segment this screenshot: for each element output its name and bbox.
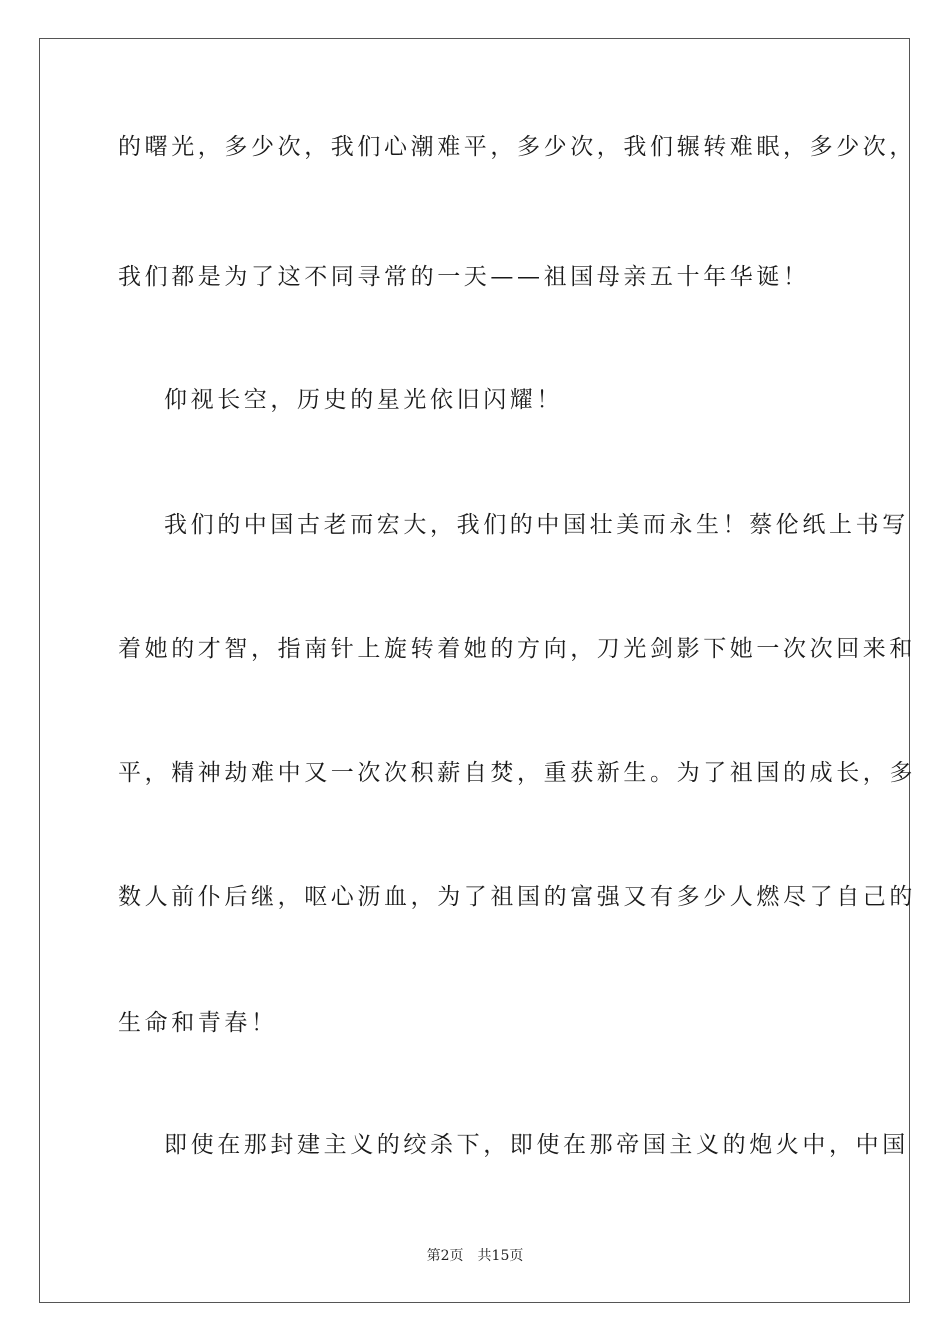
paragraph-first-line: 我们的中国古老而宏大，我们的中国壮美而永生！蔡伦纸上书写: [164, 512, 909, 538]
page-border: [39, 38, 916, 1303]
paragraph-first-line: 即使在那封建主义的绞杀下，即使在那帝国主义的炮火中，中国: [164, 1132, 909, 1158]
text-line: 数人前仆后继，呕心沥血，为了祖国的富强又有多少人燃尽了自己的: [118, 884, 916, 910]
text-line: 着她的才智，指南针上旋转着她的方向，刀光剑影下她一次次回来和: [118, 636, 916, 662]
page-number: 第2页: [426, 1248, 464, 1264]
text-line: 我们都是为了这不同寻常的一天——祖国母亲五十年华诞！: [118, 264, 810, 290]
page-footer: [0, 1246, 950, 1266]
text-line: 生命和青春！: [118, 1010, 278, 1036]
paragraph-first-line: 仰视长空，历史的星光依旧闪耀！: [164, 387, 563, 413]
page-total: 共15页: [477, 1248, 524, 1264]
text-line: 平，精神劫难中又一次次积薪自焚，重获新生。为了祖国的成长，多: [118, 760, 916, 786]
text-line: 的曙光，多少次，我们心潮难平，多少次，我们辗转难眠，多少次，: [118, 134, 916, 160]
